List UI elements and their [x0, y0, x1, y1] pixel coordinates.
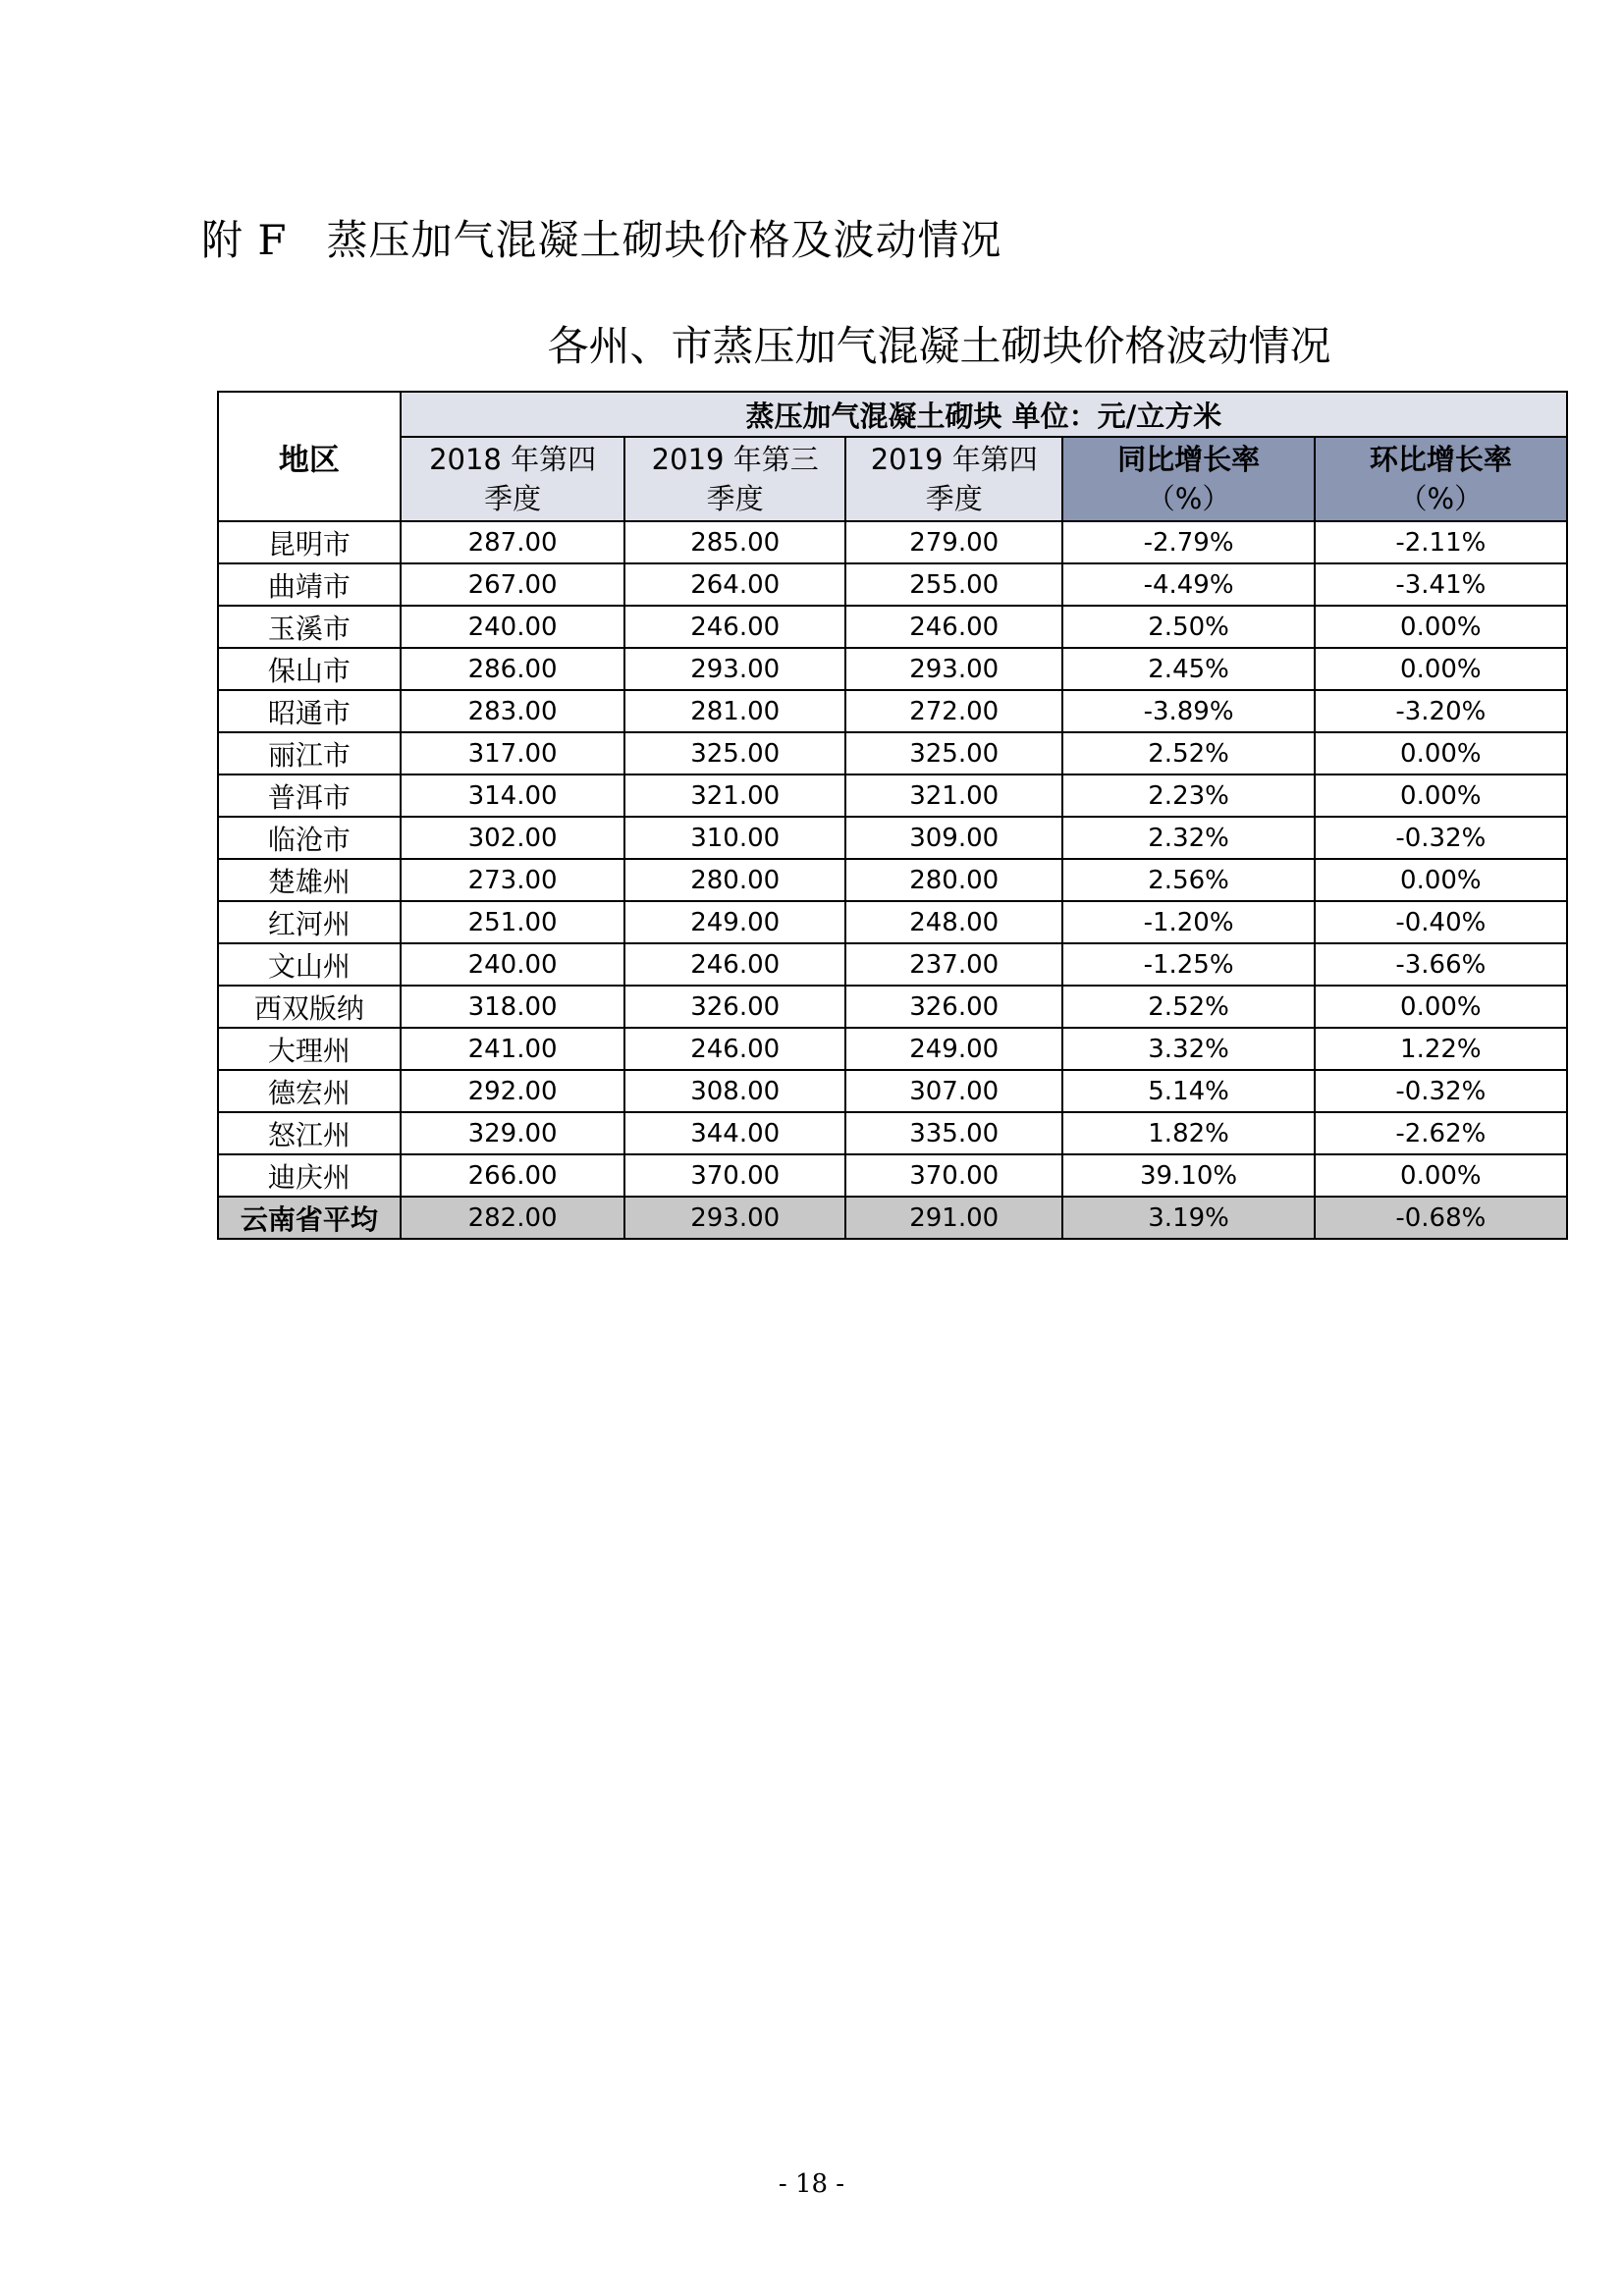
qoq-rate-cell: -0.68% — [1315, 1197, 1567, 1239]
price-2018q4-cell: 292.00 — [401, 1070, 625, 1112]
price-2019q4-cell: 272.00 — [845, 690, 1063, 732]
table-row — [218, 1028, 1567, 1070]
header-line: 同比增长率 — [1117, 443, 1261, 476]
yoy-rate-cell: 2.23% — [1062, 774, 1314, 817]
yoy-rate-cell: 2.50% — [1062, 606, 1314, 648]
price-2018q4-cell: 286.00 — [401, 648, 625, 690]
table-row — [218, 690, 1567, 732]
header-line: 季度 — [484, 482, 542, 515]
price-2018q4-cell: 287.00 — [401, 521, 625, 563]
region-cell: 楚雄州 — [218, 859, 401, 901]
appendix-heading — [201, 208, 1002, 267]
header-line: 季度 — [706, 482, 764, 515]
price-2019q4-cell: 291.00 — [845, 1197, 1063, 1239]
region-cell: 普洱市 — [218, 774, 401, 817]
yoy-rate-cell: 2.32% — [1062, 817, 1314, 859]
qoq-rate-cell: 0.00% — [1315, 774, 1567, 817]
region-cell: 文山州 — [218, 943, 401, 986]
header-line: 季度 — [925, 482, 983, 515]
qoq-rate-cell: -3.66% — [1315, 943, 1567, 986]
header-line: （%） — [1146, 482, 1231, 515]
price-2018q4-cell: 240.00 — [401, 606, 625, 648]
yoy-rate-cell: 2.56% — [1062, 859, 1314, 901]
region-cell: 曲靖市 — [218, 563, 401, 606]
price-2019q3-cell: 326.00 — [624, 986, 845, 1028]
price-2019q4-cell: 249.00 — [845, 1028, 1063, 1070]
qoq-rate-cell: -3.20% — [1315, 690, 1567, 732]
region-cell: 保山市 — [218, 648, 401, 690]
appendix-title: 蒸压加气混凝土砌块价格及波动情况 — [326, 216, 1002, 264]
price-2019q4-cell: 321.00 — [845, 774, 1063, 817]
region-cell: 昆明市 — [218, 521, 401, 563]
price-2019q4-cell: 246.00 — [845, 606, 1063, 648]
yoy-rate-cell: 1.82% — [1062, 1112, 1314, 1154]
yoy-rate-cell: -1.25% — [1062, 943, 1314, 986]
region-cell: 大理州 — [218, 1028, 401, 1070]
price-2019q3-cell: 285.00 — [624, 521, 845, 563]
price-2018q4-cell: 267.00 — [401, 563, 625, 606]
header-line: 2018 年第四 — [429, 443, 597, 476]
page-number: - 18 - — [778, 2169, 845, 2199]
qoq-rate-cell: 0.00% — [1315, 732, 1567, 774]
yoy-rate-cell: 2.52% — [1062, 986, 1314, 1028]
price-2018q4-cell: 251.00 — [401, 901, 625, 943]
price-2019q4-cell: 279.00 — [845, 521, 1063, 563]
price-2018q4-cell: 317.00 — [401, 732, 625, 774]
header-line: （%） — [1398, 482, 1484, 515]
region-cell: 昭通市 — [218, 690, 401, 732]
price-2019q3-cell: 281.00 — [624, 690, 845, 732]
yoy-rate-cell: -2.79% — [1062, 521, 1314, 563]
qoq-rate-cell: 0.00% — [1315, 1154, 1567, 1197]
price-2019q3-cell: 246.00 — [624, 1028, 845, 1070]
price-2019q3-cell: 310.00 — [624, 817, 845, 859]
table-row — [218, 901, 1567, 943]
region-cell: 西双版纳 — [218, 986, 401, 1028]
price-2019q3-cell: 344.00 — [624, 1112, 845, 1154]
price-2019q3-cell: 249.00 — [624, 901, 845, 943]
price-2019q3-cell: 246.00 — [624, 606, 845, 648]
region-cell: 临沧市 — [218, 817, 401, 859]
table-row — [218, 648, 1567, 690]
price-2019q3-cell: 293.00 — [624, 648, 845, 690]
region-cell: 丽江市 — [218, 732, 401, 774]
qoq-rate-cell: -0.40% — [1315, 901, 1567, 943]
table-title: 各州、市蒸压加气混凝土砌块价格波动情况 — [547, 322, 1331, 370]
price-2019q3-cell: 370.00 — [624, 1154, 845, 1197]
qoq-rate-cell: 0.00% — [1315, 859, 1567, 901]
table-row — [218, 859, 1567, 901]
price-2019q3-cell: 280.00 — [624, 859, 845, 901]
yoy-rate-cell: 5.14% — [1062, 1070, 1314, 1112]
table-row — [218, 563, 1567, 606]
price-2019q4-cell: 370.00 — [845, 1154, 1063, 1197]
price-2019q4-cell: 237.00 — [845, 943, 1063, 986]
qoq-rate-cell: 0.00% — [1315, 986, 1567, 1028]
table-row — [218, 521, 1567, 563]
price-2018q4-cell: 329.00 — [401, 1112, 625, 1154]
qoq-rate-cell: 1.22% — [1315, 1028, 1567, 1070]
yoy-rate-cell: -4.49% — [1062, 563, 1314, 606]
yoy-rate-header — [1062, 437, 1314, 521]
price-2019q4-cell: 335.00 — [845, 1112, 1063, 1154]
table-row — [218, 986, 1567, 1028]
qoq-rate-cell: -2.62% — [1315, 1112, 1567, 1154]
region-column-header: 地区 — [218, 392, 401, 521]
price-2018q4-cell: 318.00 — [401, 986, 625, 1028]
table-row — [218, 1154, 1567, 1197]
table-row — [218, 606, 1567, 648]
price-2019q3-cell: 246.00 — [624, 943, 845, 986]
yoy-rate-cell: 2.52% — [1062, 732, 1314, 774]
header-line: 环比增长率 — [1369, 443, 1512, 476]
qoq-rate-cell: -3.41% — [1315, 563, 1567, 606]
period-2019q3-header — [624, 437, 845, 521]
appendix-label: 附 F — [201, 216, 288, 264]
period-2019q4-header — [845, 437, 1063, 521]
price-2019q3-cell: 293.00 — [624, 1197, 845, 1239]
yoy-rate-cell: 39.10% — [1062, 1154, 1314, 1197]
region-cell: 迪庆州 — [218, 1154, 401, 1197]
table-row — [218, 1112, 1567, 1154]
price-2019q4-cell: 255.00 — [845, 563, 1063, 606]
price-2019q3-cell: 321.00 — [624, 774, 845, 817]
price-table — [217, 391, 1568, 1240]
table-row — [218, 943, 1567, 986]
price-2018q4-cell: 273.00 — [401, 859, 625, 901]
price-2019q4-cell: 280.00 — [845, 859, 1063, 901]
yoy-rate-cell: 2.45% — [1062, 648, 1314, 690]
qoq-rate-cell: 0.00% — [1315, 648, 1567, 690]
qoq-rate-header — [1315, 437, 1567, 521]
price-2018q4-cell: 314.00 — [401, 774, 625, 817]
table-body — [218, 521, 1567, 1239]
header-line: 2019 年第三 — [651, 443, 819, 476]
price-2018q4-cell: 282.00 — [401, 1197, 625, 1239]
qoq-rate-cell: -0.32% — [1315, 1070, 1567, 1112]
yoy-rate-cell: 3.19% — [1062, 1197, 1314, 1239]
price-2019q3-cell: 308.00 — [624, 1070, 845, 1112]
table-row — [218, 774, 1567, 817]
price-2019q4-cell: 309.00 — [845, 817, 1063, 859]
price-2019q4-cell: 326.00 — [845, 986, 1063, 1028]
price-2019q3-cell: 264.00 — [624, 563, 845, 606]
yoy-rate-cell: -3.89% — [1062, 690, 1314, 732]
region-cell: 德宏州 — [218, 1070, 401, 1112]
table-row — [218, 1070, 1567, 1112]
price-2019q4-cell: 293.00 — [845, 648, 1063, 690]
price-2019q4-cell: 307.00 — [845, 1070, 1063, 1112]
price-2018q4-cell: 241.00 — [401, 1028, 625, 1070]
header-line: 2019 年第四 — [870, 443, 1038, 476]
region-cell: 玉溪市 — [218, 606, 401, 648]
group-header: 蒸压加气混凝土砌块 单位：元/立方米 — [401, 392, 1567, 437]
table-row — [218, 817, 1567, 859]
region-cell: 云南省平均 — [218, 1197, 401, 1239]
price-2019q4-cell: 248.00 — [845, 901, 1063, 943]
price-2018q4-cell: 302.00 — [401, 817, 625, 859]
qoq-rate-cell: -2.11% — [1315, 521, 1567, 563]
region-cell: 怒江州 — [218, 1112, 401, 1154]
yoy-rate-cell: -1.20% — [1062, 901, 1314, 943]
column-header-row — [218, 437, 1567, 521]
qoq-rate-cell: 0.00% — [1315, 606, 1567, 648]
yoy-rate-cell: 3.32% — [1062, 1028, 1314, 1070]
price-2019q3-cell: 325.00 — [624, 732, 845, 774]
region-cell: 红河州 — [218, 901, 401, 943]
average-row — [218, 1197, 1567, 1239]
table-row — [218, 732, 1567, 774]
period-2018q4-header — [401, 437, 625, 521]
price-2018q4-cell: 240.00 — [401, 943, 625, 986]
price-2019q4-cell: 325.00 — [845, 732, 1063, 774]
price-2018q4-cell: 283.00 — [401, 690, 625, 732]
price-2018q4-cell: 266.00 — [401, 1154, 625, 1197]
qoq-rate-cell: -0.32% — [1315, 817, 1567, 859]
